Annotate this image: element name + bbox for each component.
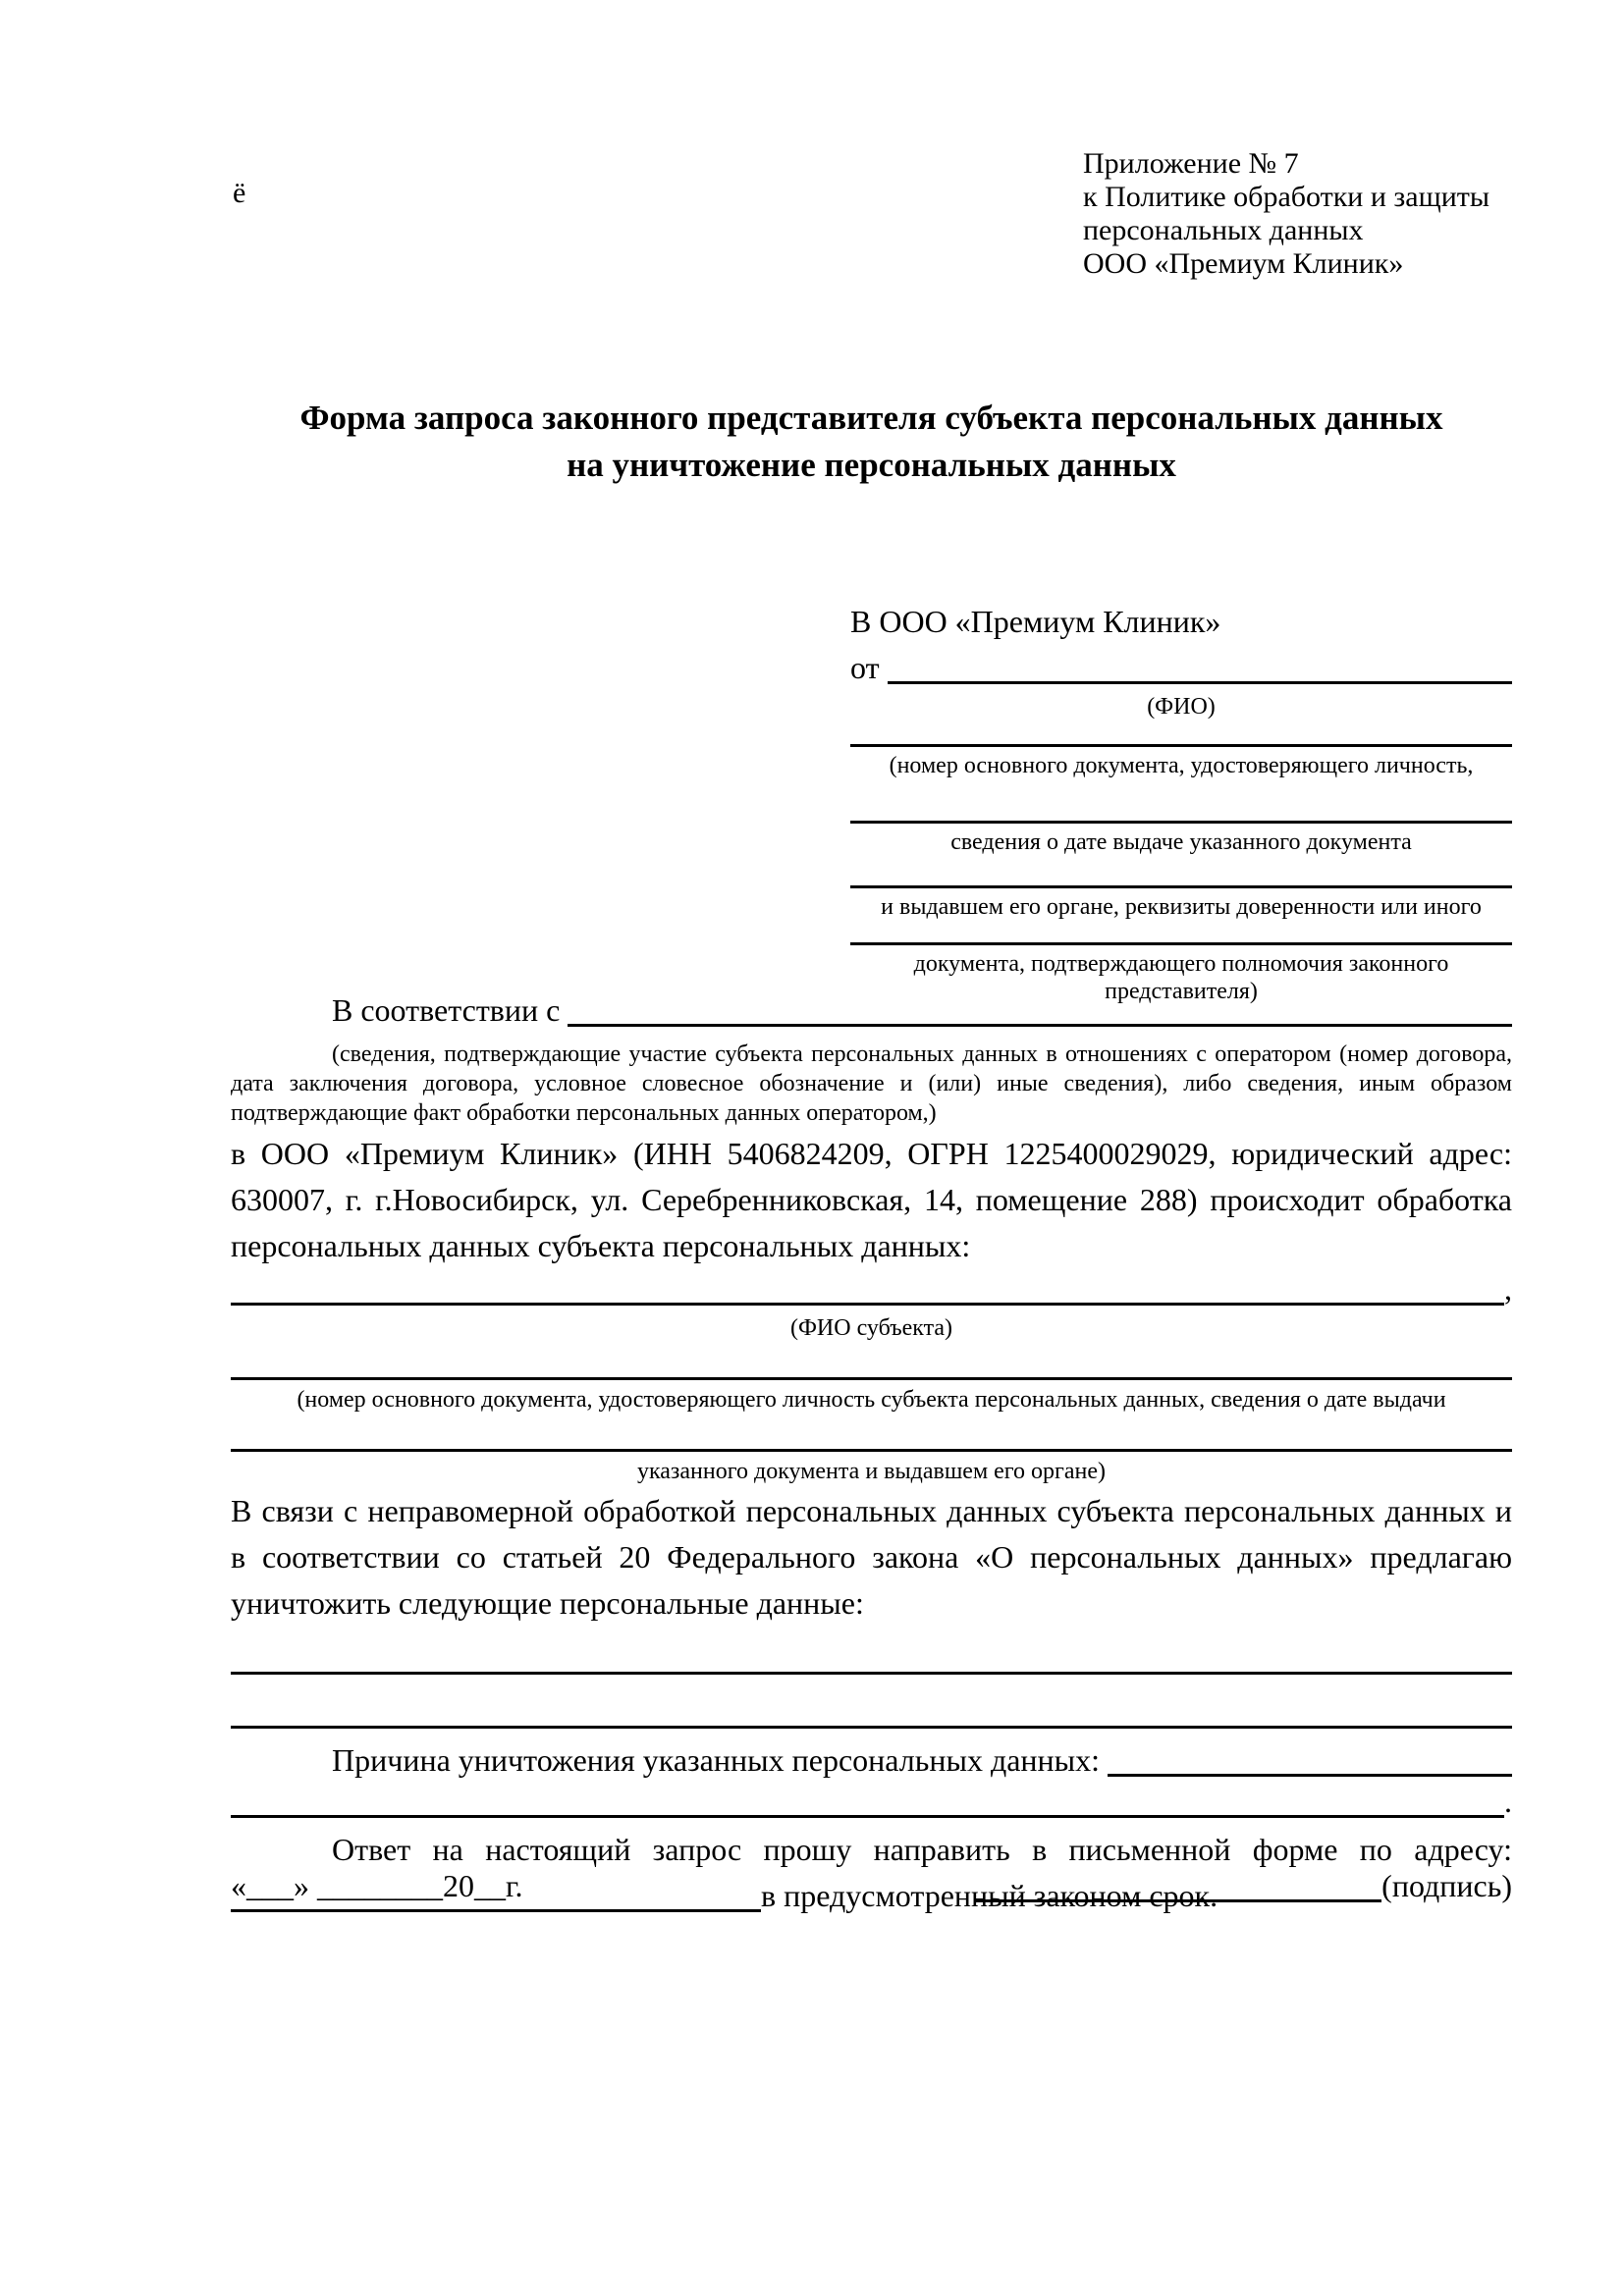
blank-line xyxy=(1108,1774,1512,1777)
field-caption: и выдавшем его органе, реквизиты доверенности или иного xyxy=(881,894,1482,920)
subject-fio-row xyxy=(231,1269,1512,1312)
document-title xyxy=(231,395,1512,489)
addressee-to: В ООО «Премиум Клиник» xyxy=(850,604,1221,639)
stray-character: ё xyxy=(233,177,246,209)
date-signature-row xyxy=(231,1863,1512,1909)
blank-line xyxy=(231,1672,1512,1675)
from-row xyxy=(850,645,1512,691)
field-caption: документа, подтверждающего полномочия законного представителя) xyxy=(913,951,1449,1004)
answer-tail: в предусмотренный законом срок. xyxy=(761,1878,1218,1913)
appendix-line: персональных данных xyxy=(1083,214,1364,246)
signature-group xyxy=(974,1863,1512,1909)
appendix-header xyxy=(1083,147,1489,281)
subject-doc-caption: (номер основного документа, удостоверяющего личность субъекта персональных данных, сведения о дате выдачи xyxy=(297,1387,1446,1413)
blank-line xyxy=(850,821,1512,824)
field-caption: (номер основного документа, удостоверяющего личность, xyxy=(889,753,1474,778)
from-label: от xyxy=(850,650,888,685)
blank-line xyxy=(231,1303,1504,1306)
blank-line xyxy=(850,942,1512,945)
accordance-lead: В соответствии с xyxy=(332,992,568,1028)
signature-caption: (подпись) xyxy=(1381,1868,1512,1903)
addressee-block xyxy=(850,599,1512,1005)
blank-line xyxy=(231,1815,1504,1818)
document-body xyxy=(231,988,1512,1919)
fio-caption: (ФИО) xyxy=(1147,694,1216,720)
reason-continuation-row xyxy=(231,1784,1512,1825)
answer-paragraph: Ответ на настоящий запрос прошу направить в письменной форме по адресу: xyxy=(332,1832,1512,1867)
blank-line xyxy=(231,1726,1512,1729)
blank-line xyxy=(231,1377,1512,1380)
signature-line xyxy=(974,1899,1381,1902)
subject-doc-caption: указанного документа и выдавшем его органе) xyxy=(636,1459,1107,1484)
reason-row xyxy=(231,1738,1512,1784)
document-title-line: на уничтожение персональных данных xyxy=(567,446,1176,484)
accordance-note: (сведения, подтверждающие участие субъекта персональных данных в отношениях с оператором (номер договора, дата заключения договора, условное словесное обозначение и (или) иные сведения), либо сведения, иным образом подтверждающие факт обработки персональных данных оператором,) xyxy=(231,1041,1512,1126)
appendix-line: Приложение № 7 xyxy=(1083,147,1299,180)
trailing-comma: , xyxy=(1504,1271,1512,1307)
appendix-line: ООО «Премиум Клиник» xyxy=(1083,247,1404,280)
blank-line xyxy=(231,1449,1512,1452)
field-caption: сведения о дате выдаче указанного документа xyxy=(950,829,1412,855)
document-title-line: Форма запроса законного представителя субъекта персональных данных xyxy=(299,399,1443,437)
operator-paragraph: в ООО «Премиум Клиник» (ИНН 5406824209, ОГРН 1225400029029, юридический адрес: 630007, г. г.Новосибирск, ул. Серебренниковская, 14, помещение 288) происходит обработка персональных данных субъекта персональных данных: xyxy=(231,1136,1512,1263)
trailing-period: . xyxy=(1504,1784,1512,1819)
blank-line xyxy=(850,744,1512,747)
blank-line xyxy=(888,681,1512,684)
blank-line xyxy=(850,885,1512,888)
blank-line xyxy=(568,1024,1512,1027)
destroy-paragraph: В связи с неправомерной обработкой персональных данных субъекта персональных данных и в соответствии со статьей 20 Федерального закона «О персональных данных» предлагаю уничтожить следующие персональные данные: xyxy=(231,1493,1512,1621)
blank-line xyxy=(231,1909,761,1912)
accordance-row xyxy=(231,988,1512,1034)
subject-fio-caption: (ФИО субъекта) xyxy=(789,1315,953,1341)
reason-lead: Причина уничтожения указанных персональных данных: xyxy=(332,1742,1109,1778)
appendix-line: к Политике обработки и защиты xyxy=(1083,181,1490,213)
date-blank: «___» ________20__г. xyxy=(231,1868,523,1903)
